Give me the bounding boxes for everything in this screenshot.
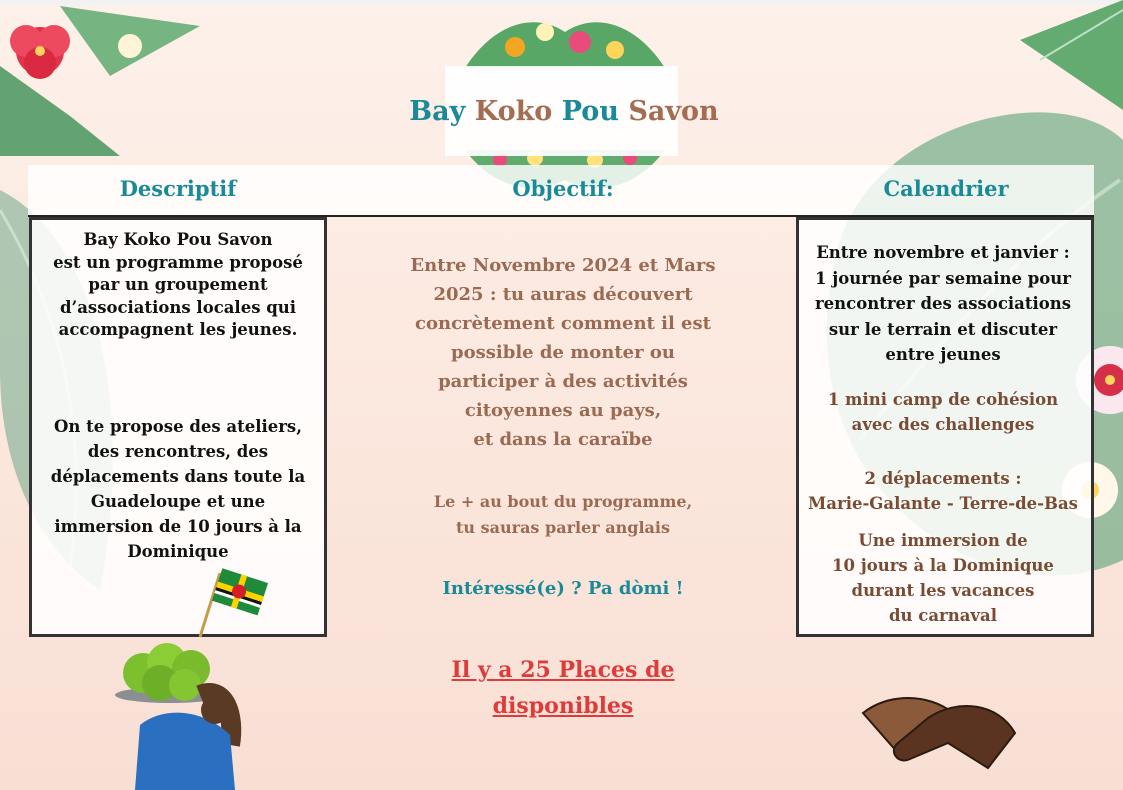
text-line: sur le terrain et discuter — [828, 319, 1058, 339]
text-line: 1 journée par semaine pour — [815, 268, 1071, 288]
text-line: tu sauras parler anglais — [456, 518, 670, 537]
text-line: possible de monter ou — [451, 342, 675, 363]
title-word-1: Bay — [409, 96, 466, 127]
text-line: Guadeloupe et une — [90, 492, 266, 511]
tropical-bouquet-top-icon — [455, 2, 675, 68]
descriptif-paragraph-1 — [30, 229, 326, 342]
text-line: Une immersion de — [858, 531, 1028, 550]
descriptif-paragraph-2 — [30, 414, 326, 564]
text-line: déplacements dans toute la — [50, 467, 306, 486]
places-available-text — [400, 652, 726, 724]
title-word-3: Pou — [561, 96, 619, 127]
text-line: et dans la caraïbe — [473, 429, 653, 450]
text-line: 10 jours à la Dominique — [832, 556, 1054, 575]
column-head-descriptif: Descriptif — [119, 176, 237, 201]
text-line: participer à des activités — [438, 371, 688, 392]
text-line: Le + au bout du programme, — [433, 492, 693, 511]
text-line: Marie-Galante - Terre-de-Bas — [808, 494, 1078, 513]
objectif-main-text — [380, 251, 746, 454]
text-line: 1 mini camp de cohésion — [827, 390, 1059, 409]
text-line: citoyennes au pays, — [464, 400, 662, 421]
text-line: rencontrer des associations — [814, 294, 1072, 313]
handshake-illustration-icon — [858, 683, 1020, 778]
text-line: Bay Koko Pou Savon — [83, 230, 273, 249]
text-line: Dominique — [127, 542, 229, 561]
coconut-carrier-illustration-icon — [105, 625, 245, 790]
calendrier-paragraph-1 — [798, 240, 1088, 368]
title-word-2: Koko — [474, 96, 553, 127]
text-line: est un programme proposé — [53, 252, 303, 272]
column-head-objectif: Objectif: — [512, 176, 614, 201]
text-line: par un groupement — [88, 275, 268, 294]
text-line: 2 déplacements : — [864, 469, 1022, 488]
text-line: du carnaval — [889, 606, 997, 625]
text-line: immersion de 10 jours à la — [54, 517, 302, 536]
text-line: entre jeunes — [885, 345, 1001, 364]
calendrier-paragraph-3 — [798, 466, 1088, 516]
text-line: accompagnent les jeunes. — [58, 320, 298, 339]
page-title — [380, 96, 748, 127]
text-line: durant les vacances — [851, 581, 1035, 600]
text-line: des rencontres, des — [87, 442, 269, 461]
title-word-4: Savon — [628, 96, 719, 127]
text-line: Il y a 25 Places de — [451, 657, 675, 683]
text-line: disponibles — [492, 693, 634, 719]
text-line: d’associations locales qui — [59, 297, 297, 317]
column-head-calendrier: Calendrier — [883, 176, 1009, 201]
text-line: avec des challenges — [851, 415, 1035, 434]
hibiscus-flower-topleft-icon — [0, 6, 200, 156]
text-line: 2025 : tu auras découvert — [433, 284, 693, 305]
objectif-bonus-text — [380, 489, 746, 541]
text-line: Entre novembre et janvier : — [816, 243, 1070, 262]
text-line: On te propose des ateliers, — [54, 417, 302, 436]
text-line: Entre Novembre 2024 et Mars — [410, 255, 716, 276]
text-line: concrètement comment il est — [415, 313, 711, 334]
calendrier-paragraph-2 — [798, 387, 1088, 437]
calendrier-paragraph-4 — [798, 528, 1088, 628]
call-to-action-text: Intéressé(e) ? Pa dòmi ! — [442, 578, 684, 599]
